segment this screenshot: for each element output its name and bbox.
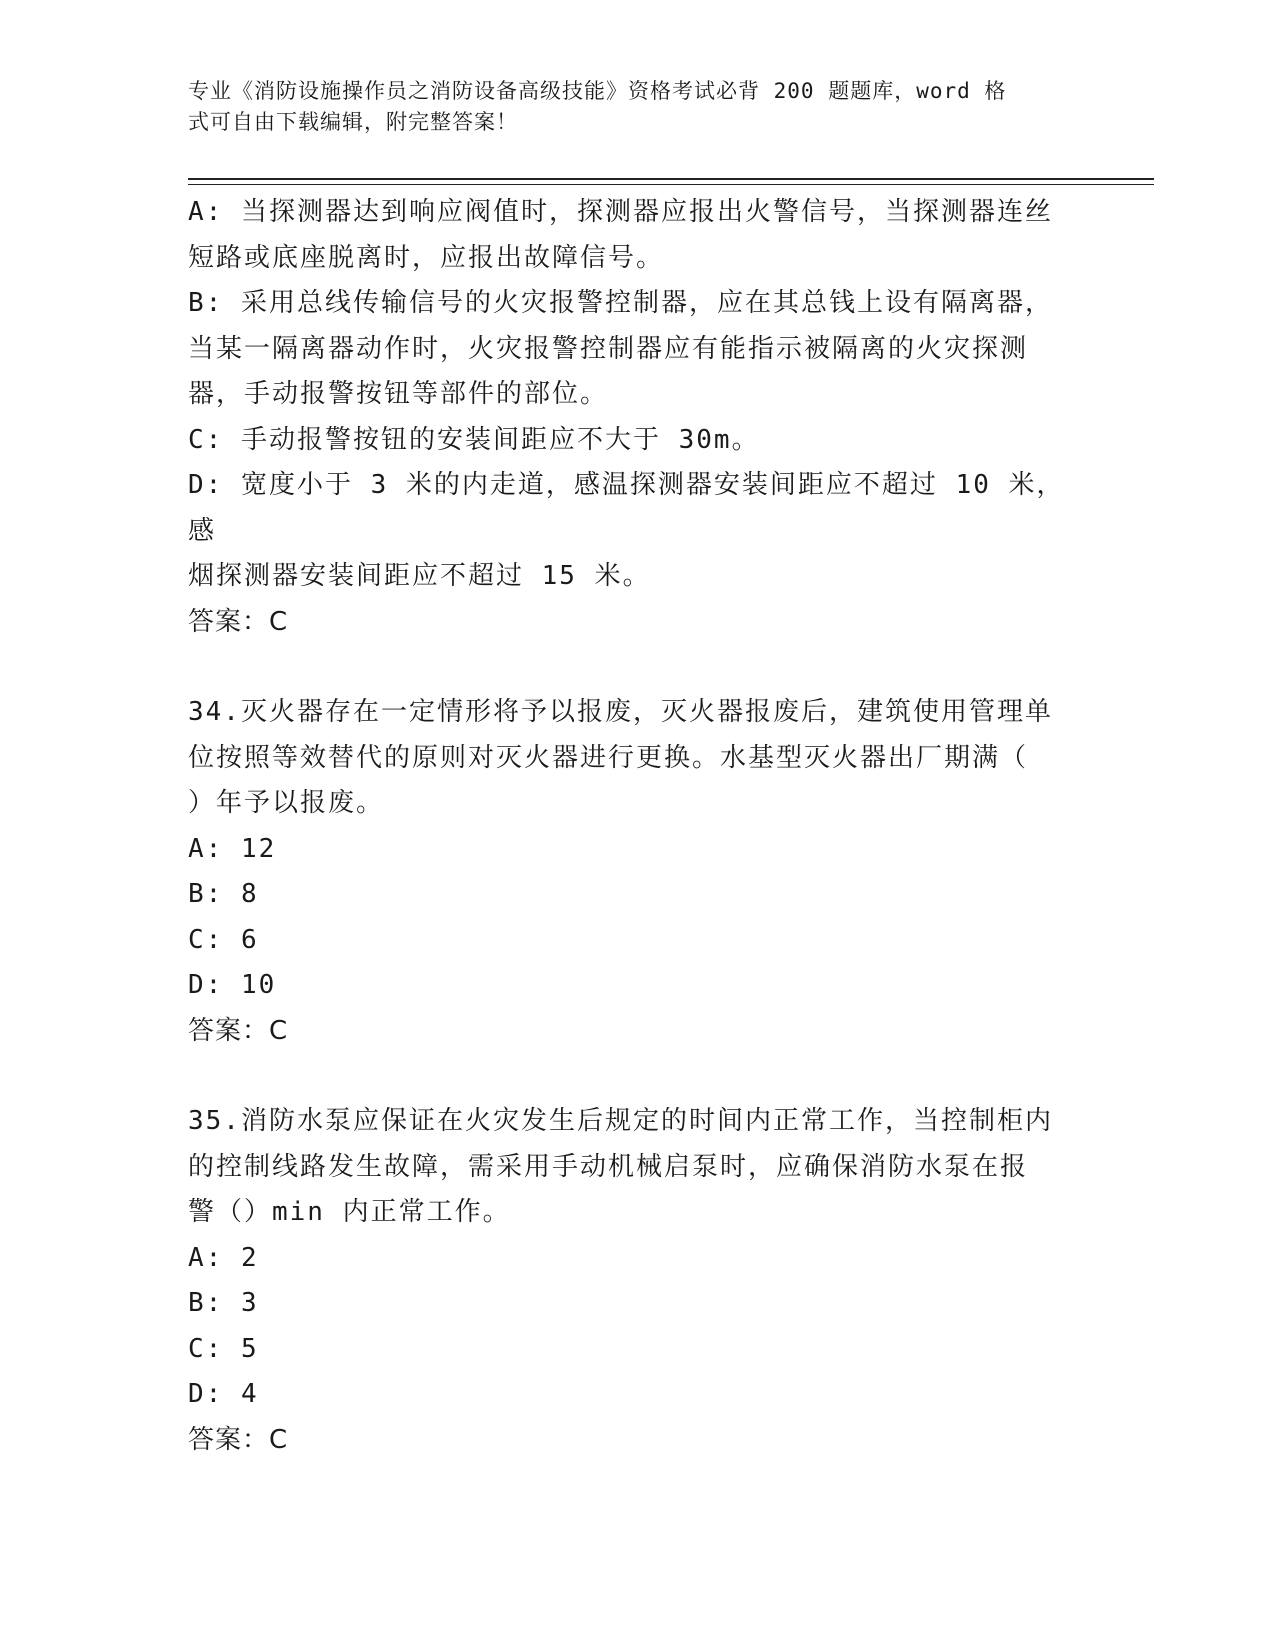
- option-a: [188, 190, 1078, 281]
- header-divider-thick: [188, 178, 1154, 180]
- option-d: D: 10: [188, 970, 277, 1000]
- option-d: D: 4: [188, 1379, 259, 1409]
- question-stem-line: 警（）min 内正常工作。: [188, 1197, 511, 1227]
- question-stem-line: 的控制线路发生故障，需采用手动机械启泵时，应确保消防水泵在报: [188, 1151, 1029, 1182]
- answer-label: 答案：C: [188, 1015, 289, 1046]
- option-line: C: 手动报警按钮的安装间距应不大于 30m。: [188, 424, 760, 455]
- option-c: C: 5: [188, 1333, 259, 1364]
- header-line: 专业《消防设施操作员之消防设备高级技能》资格考试必背 200 题题库，word 格: [188, 79, 1007, 103]
- option-line: B: 采用总线传输信号的火灾报警控制器，应在其总钱上设有隔离器，: [188, 288, 1053, 318]
- option-a: A: 12: [188, 833, 277, 864]
- document-body: [188, 190, 1078, 1463]
- option-b: B: 8: [188, 879, 259, 909]
- option-line: 当某一隔离器动作时，火灾报警控制器应有能指示被隔离的火灾探测: [188, 333, 1029, 364]
- option-line: D: 宽度小于 3 米的内走道，感温探测器安装间距应不超过 10 米，感: [188, 470, 1065, 546]
- spacer: [188, 1054, 1078, 1099]
- option-c: [188, 418, 1078, 464]
- question-35: [188, 1099, 1078, 1463]
- option-d: [188, 463, 1078, 600]
- option-line: 短路或底座脱离时，应报出故障信号。: [188, 242, 665, 273]
- question-34: [188, 690, 1078, 1054]
- option-line: 烟探测器安装间距应不超过 15 米。: [188, 561, 651, 591]
- question-stem-line: ）年予以报废。: [188, 788, 385, 818]
- header-divider-thin: [188, 184, 1154, 185]
- question-stem-line: 位按照等效替代的原则对灭火器进行更换。水基型灭火器出厂期满（: [188, 742, 1029, 773]
- option-b: B: 3: [188, 1288, 259, 1318]
- option-line: 器，手动报警按钮等部件的部位。: [188, 379, 609, 409]
- answer-label: 答案：C: [188, 606, 289, 637]
- option-line: A: 当探测器达到响应阀值时，探测器应报出火警信号，当探测器连丝: [188, 197, 1053, 227]
- answer-label: 答案：C: [188, 1424, 289, 1455]
- document-header: [188, 76, 1068, 138]
- question-33: [188, 190, 1078, 645]
- option-a: A: 2: [188, 1242, 259, 1273]
- spacer: [188, 645, 1078, 690]
- question-stem-line: 35.消防水泵应保证在火灾发生后规定的时间内正常工作，当控制柜内: [188, 1106, 1053, 1136]
- header-line: 式可自由下载编辑，附完整答案！: [188, 110, 518, 134]
- question-stem-line: 34.灭火器存在一定情形将予以报废，灭火器报废后，建筑使用管理单: [188, 697, 1053, 727]
- option-c: C: 6: [188, 924, 259, 955]
- option-b: [188, 281, 1078, 418]
